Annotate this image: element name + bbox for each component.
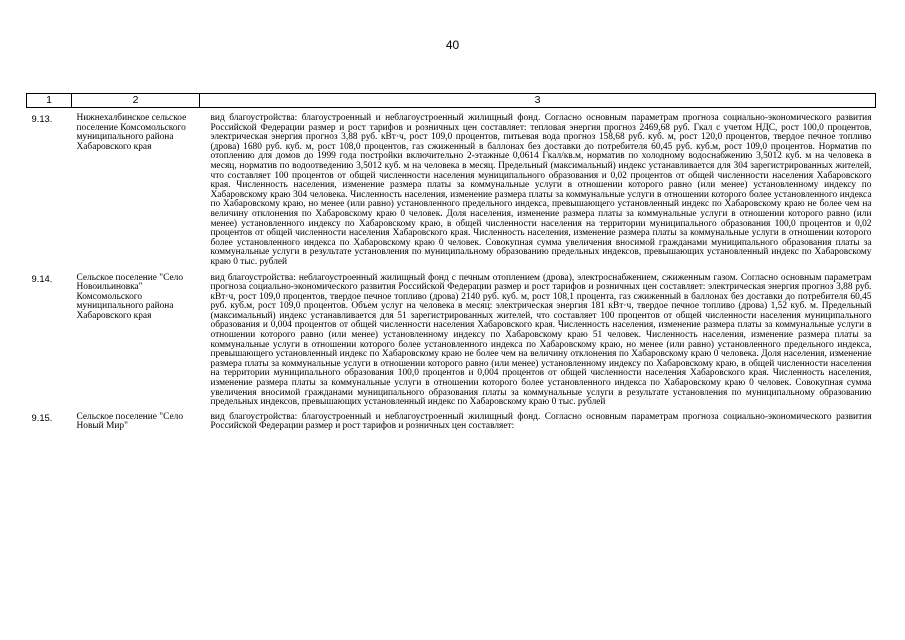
page-number: 40 xyxy=(445,38,460,52)
row-description: вид благоустройства: благоустроенный и неблагоустроенный жилищный фонд. Согласно основным параметрам прогноза социально-экономического развития Российской Федерации размер и рост тарифов и розничных цен составляет: xyxy=(210,411,872,432)
table-header-row xyxy=(27,94,876,108)
settlement-name: Нижнехалбинское сельское поселение Комсомольского муниципального района Хабаровского края xyxy=(76,113,187,152)
settlement-name: Сельское поселение "Село Новоильиновка" Комсомольского муниципального района Хабаровского края xyxy=(76,272,184,321)
settlement-name: Сельское поселение "Село Новый Мир" xyxy=(76,411,184,432)
column-header-2: 2 xyxy=(72,94,200,108)
row-number: 9.14. xyxy=(31,272,53,284)
table-row xyxy=(27,108,876,268)
column-header-1: 1 xyxy=(27,94,72,108)
row-number: 9.15. xyxy=(31,411,53,423)
row-description: вид благоустройства: неблагоустроенный жилищный фонд с печным отоплением (дрова), электроснабжением, сжиженным газом. Согласно основным параметрам прогноза социально-экономического развития Российской Федерации размер и рост тарифов и розничных цен составляет: электрическая энергия прогноз 3,88 руб. кВт·ч, рост 109,0 процентов, твердое печное топливо (дрова) 2140 руб. куб. м, рост 108,1 процента, газ сжиженный в баллонах без доставки до потребителя 60,45 руб. куб.м, рост 109,0 процентов. Объем услуг на человека в месяц: электрическая энергия 181 кВт·ч, твердое печное топливо (дрова) 1,52 куб. м. Предельный (максимальный) индекс устанавливается для 51 зарегистрированных жителей, что составляет 100 процентов от общей численности населения муниципального образования и 0,004 процентов от общей численности населения Хабаровского края. Численность населения, изменение размера платы за коммунальные услуги в отношении которого равно (или менее) установленному индексу по Хабаровскому краю 51 человек. Численность населения, изменение размера платы за коммунальные услуги в отношении которого более установленного индекса по Хабаровскому краю, но менее (или равно) установленного предельного индекса, превышающего установленный индекс по Хабаровскому краю не более чем на величину отклонения по Хабаровскому краю 0 человека. Доля населения, изменение размера платы за коммунальные услуги в отношении которого равно (или менее) установленному индексу по Хабаровскому краю, в общей численности населения на территории муниципального образования 100,0 процентов и 0,004 процентов от общей численности населения Хабаровского края. Численность населения, изменение размера платы за коммунальные услуги в отношении которого более установленного индекса по Хабаровскому краю 0 человек. Совокупная сумма увеличения вносимой гражданами муниципального образования платы за коммунальные услуги в результате установления по муниципальному образованию предельных индексов, превышающих установленный индекс по Хабаровскому краю 0 тыс. рублей xyxy=(210,272,872,408)
tariff-table xyxy=(26,93,876,432)
column-header-3: 3 xyxy=(200,94,876,108)
table-row xyxy=(27,268,876,408)
table-row xyxy=(27,408,876,432)
row-number: 9.13. xyxy=(31,113,53,124)
row-description: вид благоустройства: благоустроенный и неблагоустроенный жилищный фонд. Согласно основным параметрам прогноза социально-экономического развития Российской Федерации размер и рост тарифов и розничных цен составляет: тепловая энергия прогноз 2469,68 руб. Гкал с учетом НДС, рост 100,0 процентов, электрическая энергия прогноз 3,88 руб. кВт·ч, рост 109,0 процентов, питьевая вода прогноз 158,68 руб. куб. м, рост 120,0 процентов, твердое печное топливо (дрова) 1680 руб. куб. м, рост 108,0 процентов, газ сжиженный в баллонах без доставки до потребителя 60,45 руб. куб.м, рост 109,0 процентов. Норматив по отоплению для домов до 1999 года постройки включительно 2-этажные 0,0614 Гкал/кв.м, норматив по холодному водоснабжению 3,5012 куб. м на человека в месяц, норматив по водоотведению 3,5012 куб. м на человека в месяц. Предельный (максимальный) индекс устанавливается для 304 зарегистрированных жителей, что составляет 100 процентов от общей численности населения муниципального образования и 0,02 процентов от общей численности населения Хабаровского края. Численность населения, изменение размера платы за коммунальные услуги в отношении которого равно (или менее) установленному индексу по Хабаровскому краю 304 человека. Численность населения, изменение размера платы за коммунальные услуги в отношении которого более установленного индекса по Хабаровскому краю, но менее (или равно) установленного предельного индекса, превышающего установленный индекс по Хабаровскому краю не более чем на величину отклонения по Хабаровскому краю 0 человек. Доля населения, изменение размера платы за коммунальные услуги в отношении которого равно (или менее) установленного индексу по Хабаровскому краю, в общей численности населения на территории муниципального образования 100,0 процентов и 0,02 процентов от общей численности населения Хабаровского края. Численность населения, изменение размера платы за коммунальные услуги в отношении которого более установленного индекса по Хабаровскому краю 0 человек. Совокупная сумма увеличения вносимой гражданами муниципального образования платы за коммунальные услуги в результате установления по муниципальному образованию предельных индексов, превышающих установленный индекс по Хабаровскому краю 0 тыс. рублей xyxy=(210,113,872,267)
